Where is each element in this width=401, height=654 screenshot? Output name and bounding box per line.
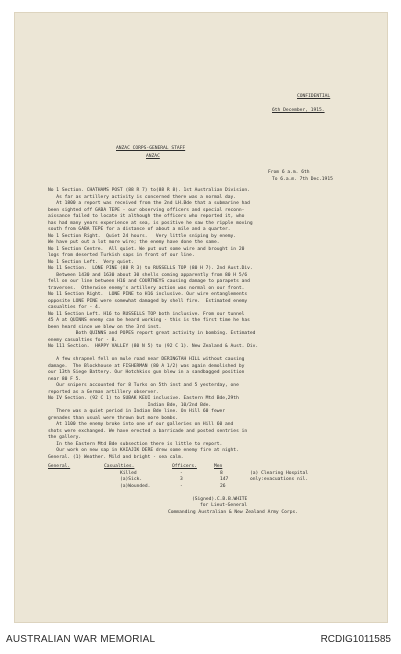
footer-institution: AUSTRALIAN WAR MEMORIAL bbox=[6, 634, 156, 645]
document-line: Our work on new sap in KAIAJIK DERE drew some enemy fire at night. bbox=[48, 448, 239, 453]
to-line: To 6.a.m. 7th Dec.1915 bbox=[272, 177, 333, 182]
heading-corps: ANZAC CORPS-GENERAL STAFF bbox=[116, 146, 186, 151]
footer-reference: RCDIG1011585 bbox=[320, 634, 391, 645]
document-date: 6th December, 1915. bbox=[272, 108, 325, 113]
document-line: No 1 Section. CHATHAMS POST (88 R 7) to(88 R 8). 1st Australian Division. bbox=[48, 188, 250, 193]
document-line: shots were exchanged. We have erected a barricade and posted sentries in bbox=[48, 428, 248, 434]
document-line: fell on our line between H16 and COURTNEYS causing damage to parapets and bbox=[48, 279, 250, 284]
casualties-note: (a) Clearing Hospital bbox=[250, 470, 309, 476]
document-line: No 1 Section Left. Very quiet. bbox=[48, 259, 134, 265]
signature-command: Commanding Australian & New Zealand Army Corps. bbox=[168, 509, 298, 515]
casualties-men: 147 bbox=[220, 477, 229, 482]
document-line: opposite LONE PINE were somewhat damaged by shell fire. Estimated enemy bbox=[48, 298, 248, 304]
classification-stamp: CONFIDENTIAL bbox=[297, 94, 331, 99]
from-line: From 6 a.m. 6th bbox=[268, 170, 310, 175]
signature-title: for Lieut-General bbox=[200, 503, 248, 508]
casualties-men: 26 bbox=[220, 483, 226, 489]
document-line: traverses. Otherwise enemy's artillery action was normal on our front. bbox=[48, 285, 245, 291]
document-page bbox=[14, 12, 388, 623]
document-line: enemy casualties for - 8. bbox=[48, 337, 118, 343]
signature-name: (Signed).C.B.B.WHITE bbox=[192, 496, 248, 502]
document-line: logs from deserted Turkish saps in front of our line. bbox=[48, 253, 195, 258]
document-line: A few shrapnel fell on mule road near DERINGTAH HILL without causing bbox=[48, 357, 245, 362]
casualties-row-label: (a)Wounded. bbox=[120, 483, 151, 489]
casualties-row-label: Killed bbox=[120, 470, 137, 476]
document-line: damage. The Blockhouse at FISHERMAN (80 A 1/2) was again demolished by bbox=[48, 363, 245, 369]
document-line: General. (1) Weather. Mild and bright - sea calm. bbox=[48, 454, 184, 460]
document-line: grenades than usual were thrown but more bombs. bbox=[48, 415, 178, 421]
document-line: the gallery. bbox=[48, 435, 82, 440]
document-line: 45 A at QUINNS enemy can be heard working - this is the first time he has bbox=[48, 318, 250, 323]
document-line: In the Eastern Mtd Bde subsection there is little to report. bbox=[48, 441, 223, 447]
document-line: south from GABA TEPE for a distance of about a mile and a quarter. bbox=[48, 227, 231, 232]
document-line: No 11 Section Right. LONE PINE to H16 inclusive. Our wire entanglements bbox=[48, 292, 248, 297]
document-line: At 1800 a report was received from the 2nd LH.Bde that a submarine had bbox=[48, 201, 250, 206]
document-line: We have put out a lot more wire; the enemy have done the same. bbox=[48, 240, 220, 245]
document-line: No 1 Section Right. Quiet 24 hours. Very little sniping by enemy. bbox=[48, 233, 237, 239]
casualties-officers: - bbox=[180, 483, 183, 489]
document-body bbox=[14, 12, 388, 623]
document-line: aissance failed to locate it although the officers who reported it, who bbox=[48, 214, 245, 219]
document-line: Indian Bde, 10/2nd Bde. bbox=[48, 402, 212, 408]
casualties-officers: - bbox=[180, 470, 183, 476]
document-line: There was a quiet period in Indian Bde line. On Hill 60 fewer bbox=[48, 409, 226, 414]
document-line: Our snipers accounted for 8 Turks on 5th inst and 5 yesterday, one bbox=[48, 383, 239, 388]
archive-footer bbox=[0, 628, 401, 654]
document-line: At 1100 the enemy broke into one of our galleries on Hill 60 and bbox=[48, 422, 234, 427]
document-line: Both QUINNS and POPES report great activity in bombing. Estimated bbox=[48, 331, 256, 336]
heading-anzac: ANZAC bbox=[146, 154, 160, 159]
document-line: our 13th Siege Battery. Our Hotchkiss gun blew in a sandbagged position bbox=[48, 370, 245, 375]
document-line: casualties for - 4. bbox=[48, 305, 101, 310]
document-line: Between 1430 and 1630 about 30 shells coming apparently from 80 H 5/6 bbox=[48, 272, 248, 278]
casualties-note: only:evacuations nil. bbox=[250, 477, 309, 482]
document-line: No 11 Section. LONE PINE (88 R 3) to RUSSELLS TOP (80 H 7). 2nd Aust.Div. bbox=[48, 266, 253, 271]
casualties-men: 8 bbox=[220, 470, 223, 476]
casualties-officers: 3 bbox=[180, 477, 183, 482]
document-line: No 1 Section Centre. All quiet. We put out some wire and brought in 20 bbox=[48, 246, 245, 252]
casualties-col-header: Casualties. bbox=[104, 464, 135, 469]
document-line: No 11 Section Left. H16 to RUSSELLS TOP both inclusive. From our tunnel bbox=[48, 311, 245, 317]
document-line: has had many years experience at sea, is positive he saw the ripple moving bbox=[48, 220, 253, 226]
casualties-col-header: Officers. bbox=[172, 464, 197, 469]
casualties-label: General. bbox=[48, 464, 71, 469]
document-line: been sighted off GABA TEPE - our observing officers and special reconn- bbox=[48, 207, 245, 213]
document-line: reported as a German artillery observer. bbox=[48, 389, 159, 395]
casualties-col-header: Men bbox=[214, 464, 223, 469]
casualties-row-label: (a)Sick. bbox=[120, 477, 143, 482]
document-line: No 111 Section. HAPPY VALLEY (80 N 5) to (92 C 1). New Zealand & Aust. Div. bbox=[48, 344, 259, 349]
document-line: near 80 F 5. bbox=[48, 376, 82, 382]
document-line: As far as artillery activity is concerned there was a normal day. bbox=[48, 194, 237, 200]
document-line: been heard since we blew on the 3rd inst. bbox=[48, 324, 162, 330]
document-line: No IV Section. (92 C 1) to SUBAK KEUI inclusive. Eastern Mtd Bde,29th bbox=[48, 396, 239, 401]
